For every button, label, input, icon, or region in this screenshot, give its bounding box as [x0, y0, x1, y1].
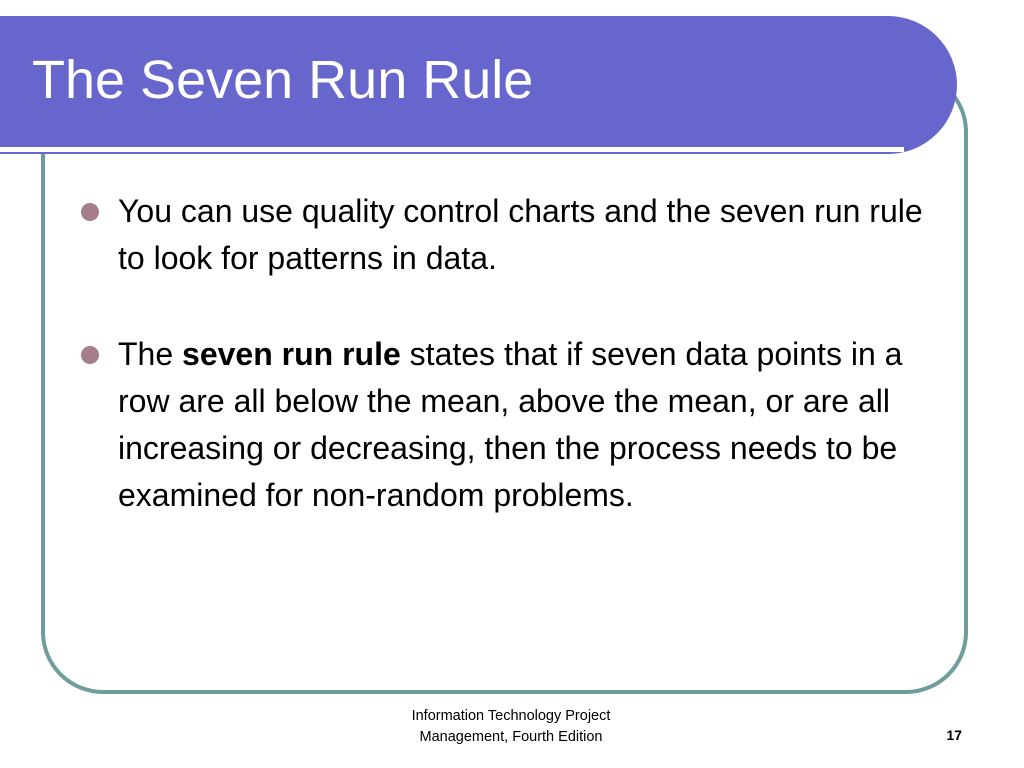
- slide-title: The Seven Run Rule: [32, 50, 534, 110]
- bullet-item-quality-charts: [80, 188, 930, 282]
- title-underline: [0, 147, 904, 152]
- bullet-dot-icon: [81, 346, 99, 364]
- footer-line-1: Information Technology Project: [411, 708, 611, 724]
- footer-line-2: Management, Fourth Edition: [419, 729, 603, 745]
- slide-number: 17: [946, 727, 962, 743]
- bullet-dot-icon: [81, 203, 99, 221]
- bullet-text-lead: The: [118, 336, 183, 372]
- bullet-text-rest: states that if seven data points in a row are all below the mean, above the mean, or are all increasing or decreasing, then the process needs to be examined for non-random problems.: [118, 336, 903, 513]
- bullet-item-seven-run-rule: [80, 331, 930, 519]
- bullet-text: You can use quality control charts and the seven run rule to look for patterns in data.: [118, 193, 923, 276]
- bold-term: seven run rule: [182, 336, 401, 372]
- footer-text: [360, 706, 662, 748]
- bullet-list: [80, 188, 930, 568]
